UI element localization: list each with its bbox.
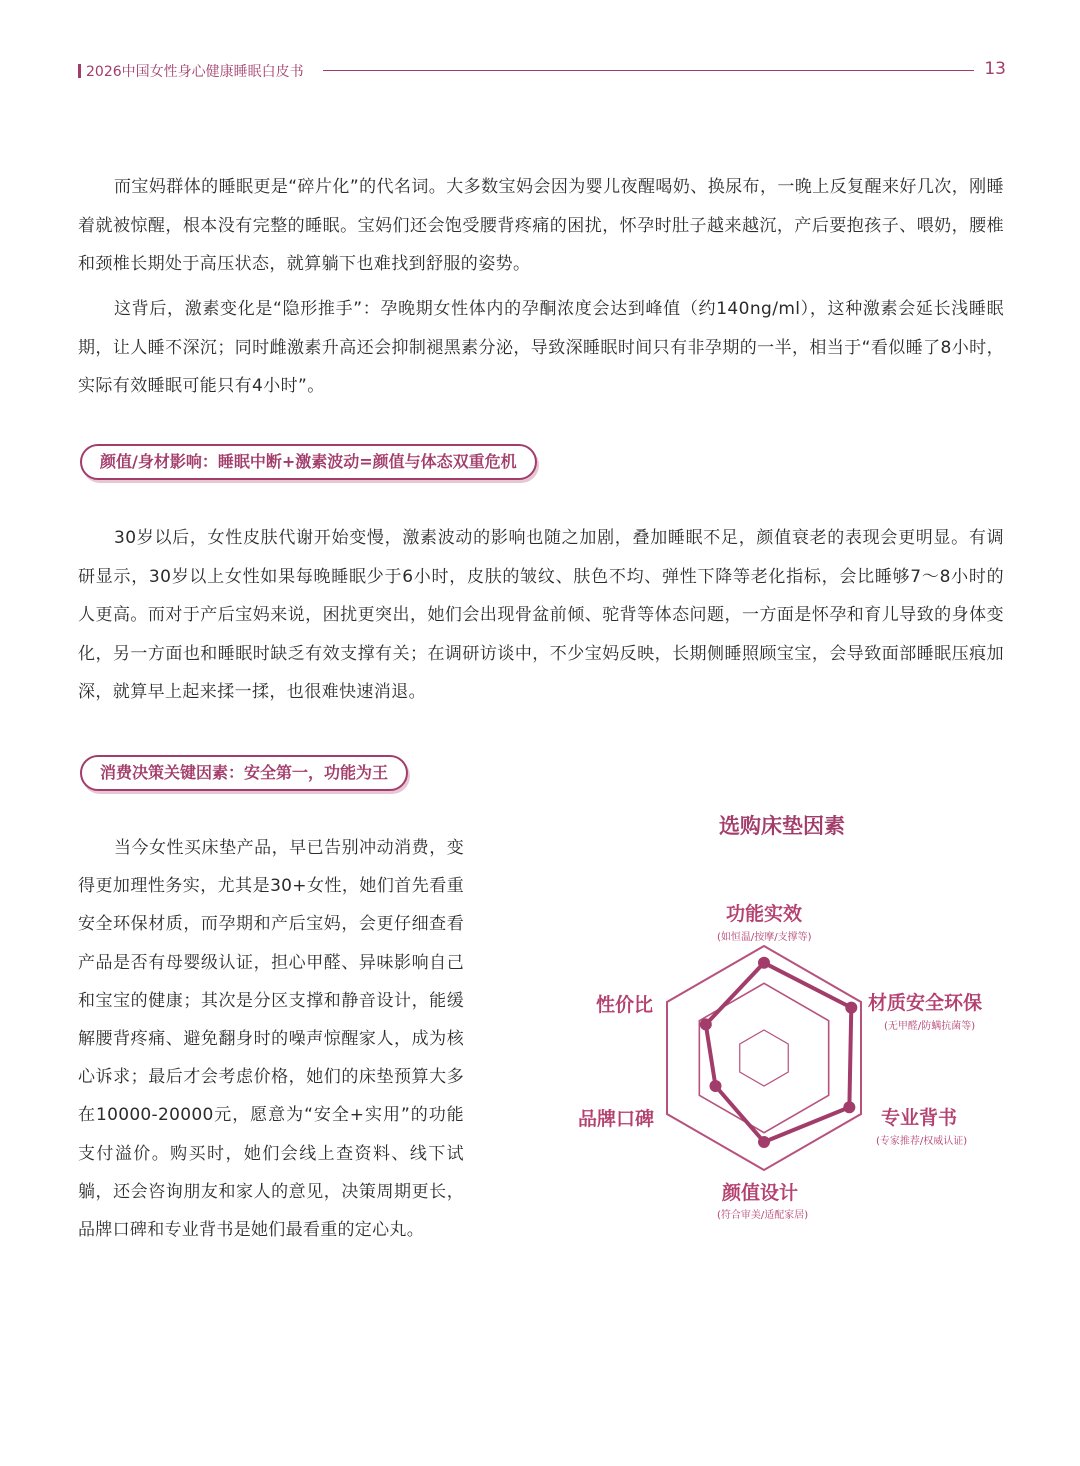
header-title: 2026中国女性身心健康睡眠白皮书 <box>86 64 304 80</box>
axis-label-brand: 品牌口碑 <box>578 1108 655 1130</box>
axis-label-design: 颜值设计 <box>722 1182 799 1204</box>
axis-label-function: 功能实效 <box>726 903 803 925</box>
axis-label-value: 性价比 <box>596 994 654 1016</box>
chart-title: 选购床垫因素 <box>719 814 845 838</box>
axis-note-endorsement: (专家推荐/权威认证) <box>876 1136 968 1147</box>
section-heading-appearance: 颜值/身材影响：睡眠中断+激素波动=颜值与体态双重危机 <box>80 444 537 480</box>
paragraph-appearance: 30岁以后，女性皮肤代谢开始变慢，激素波动的影响也随之加剧，叠加睡眠不足，颜值衰老的表现会更明显。有调研显示，30岁以上女性如果每晚睡眠少于6小时，皮肤的皱纹、肤色不均、弹性下降等老化指标，会比睡够7～8小时的人更高。而对于产后宝妈来说，困扰更突出，她们会出现骨盆前倾、驼背等体态问题，一方面是怀孕和育儿导致的身体变化，另一方面也和睡眠时缺乏有效支撑有关；在调研访谈中，不少宝妈反映，长期侧睡照顾宝宝，会导致面部睡眠压痕加深，就算早上起来揉一揉，也很难快速消退。 <box>78 528 1004 702</box>
page-number: 13 <box>984 59 1006 79</box>
axis-note-design: (符合审美/适配家居) <box>717 1210 809 1221</box>
paragraph-postpartum-sleep: 而宝妈群体的睡眠更是“碎片化”的代名词。大多数宝妈会因为婴儿夜醒喝奶、换尿布，一晚上反复醒来好几次，刚睡着就被惊醒，根本没有完整的睡眠。宝妈们还会饱受腰背疼痛的困扰，怀孕时肚子越来越沉，产后要抱孩子、喂奶，腰椎和颈椎长期处于高压状态，就算躺下也难找到舒服的姿势。 <box>78 177 1004 274</box>
radar-point-2 <box>845 1002 857 1014</box>
radar-point-3 <box>843 1101 855 1113</box>
paragraph-purchase-decision: 当今女性买床垫产品，早已告别冲动消费，变得更加理性务实，尤其是30+女性，她们首先看重安全环保材质，而孕期和产后宝妈，会更仔细查看产品是否有母婴级认证，担心甲醛、异味影响自己和宝宝的健康；其次是分区支撑和静音设计，能缓解腰背疼痛、避免翻身时的噪声惊醒家人，成为核心诉求；最后才会考虑价格，她们的床垫预算大多在10000-20000元，愿意为“安全+实用”的功能支付溢价。购买时，她们会线上查资料、线下试躺，还会咨询朋友和家人的意见，决策周期更长，品牌口碑和专业背书是她们最看重的定心丸。 <box>78 838 464 1241</box>
radar-point-5 <box>710 1080 722 1092</box>
radar-series-line <box>706 963 851 1142</box>
axis-label-endorsement: 专业背书 <box>881 1107 958 1129</box>
radar-point-4 <box>758 1136 770 1148</box>
radar-grid-ring-3 <box>740 1030 788 1086</box>
radar-point-1 <box>758 957 770 969</box>
radar-point-6 <box>700 1018 712 1030</box>
axis-note-material: (无甲醛/防螨抗菌等) <box>884 1021 976 1032</box>
paragraph-hormones: 这背后，激素变化是“隐形推手”：孕晚期女性体内的孕酮浓度会达到峰值（约140ng/ml），这种激素会延长浅睡眠期，让人睡不深沉；同时雌激素升高还会抑制褪黑素分泌，导致深睡眠时间只有非孕期的一半，相当于“看似睡了8小时，实际有效睡眠可能只有4小时”。 <box>78 299 1004 396</box>
radar-grid-ring-2 <box>699 983 828 1132</box>
axis-note-function: (如恒温/按摩/支撑等) <box>717 932 812 943</box>
axis-label-material: 材质安全环保 <box>868 992 983 1014</box>
section-heading-purchase-factors: 消费决策关键因素：安全第一，功能为王 <box>80 755 408 791</box>
